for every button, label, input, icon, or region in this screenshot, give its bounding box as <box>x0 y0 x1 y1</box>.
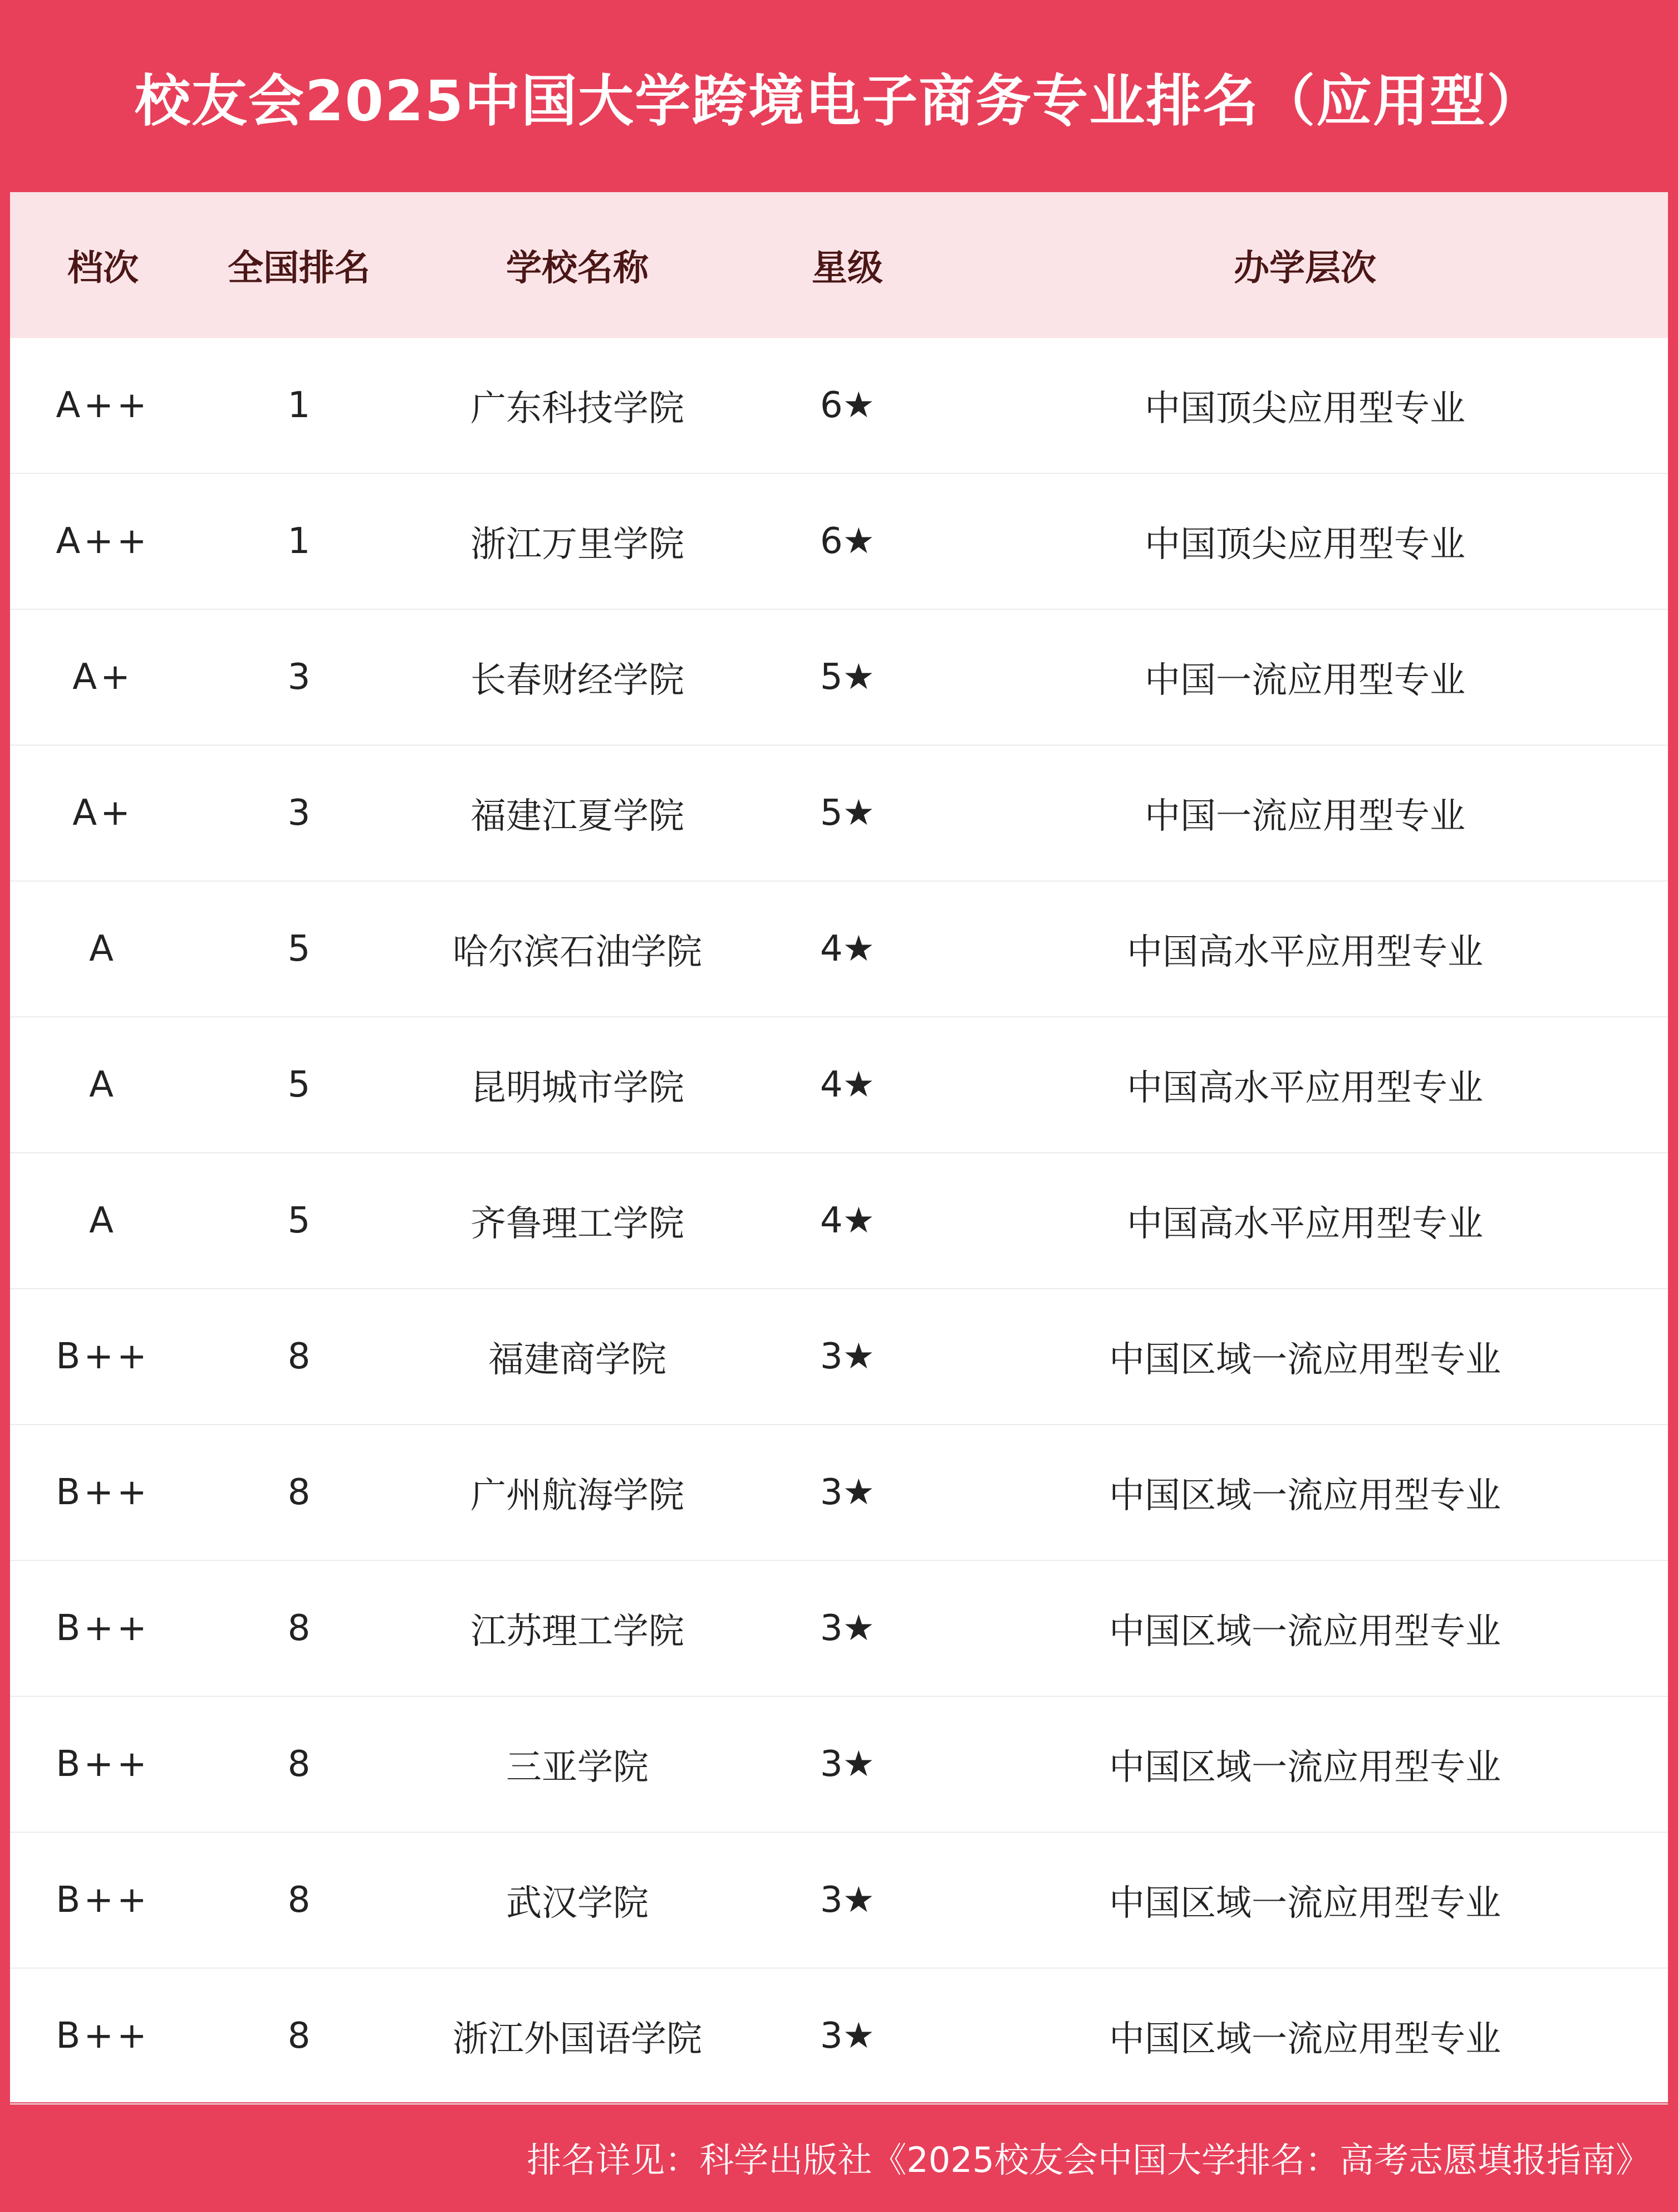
cell-school: 广州航海学院 <box>470 1475 684 1516</box>
cell-rank: 3 <box>287 657 311 698</box>
cell-rank: 1 <box>287 385 311 426</box>
cell-level: 中国一流应用型专业 <box>1145 796 1465 837</box>
cell-star: 4★ <box>820 1200 875 1241</box>
cell-tier: B++ <box>56 1608 150 1649</box>
cell-tier: A+ <box>72 792 134 834</box>
cell-school: 江苏理工学院 <box>470 1611 684 1652</box>
cell-rank: 5 <box>287 1064 311 1105</box>
cell-tier: B++ <box>56 1880 150 1921</box>
cell-star: 3★ <box>820 2015 875 2057</box>
cell-tier: A <box>89 928 117 970</box>
cell-school: 浙江外国语学院 <box>453 2019 702 2060</box>
table-row <box>10 610 1668 746</box>
cell-rank: 8 <box>287 1608 311 1649</box>
cell-star: 4★ <box>820 1064 875 1105</box>
cell-star: 4★ <box>820 928 875 970</box>
cell-level: 中国区域一流应用型专业 <box>1109 1883 1501 1924</box>
cell-tier: B++ <box>56 1472 150 1513</box>
cell-star: 3★ <box>820 1336 875 1377</box>
cell-rank: 8 <box>287 1472 311 1513</box>
cell-tier: A++ <box>56 385 150 426</box>
cell-tier: B++ <box>56 1744 150 1785</box>
cell-level: 中国顶尖应用型专业 <box>1145 388 1465 429</box>
cell-school: 哈尔滨石油学院 <box>453 932 702 973</box>
cell-rank: 3 <box>287 792 311 834</box>
cell-rank: 8 <box>287 1880 311 1921</box>
table-body <box>10 338 1668 2105</box>
cell-tier: B++ <box>56 1336 150 1377</box>
cell-star: 3★ <box>820 1744 875 1785</box>
table-row <box>10 1969 1668 2105</box>
cell-school: 昆明城市学院 <box>470 1068 684 1109</box>
cell-level: 中国区域一流应用型专业 <box>1109 1475 1501 1516</box>
source-note: 排名详见：科学出版社《2025校友会中国大学排名：高考志愿填报指南》 <box>527 2140 1650 2180</box>
cell-star: 5★ <box>820 657 875 698</box>
footer-bar <box>0 2102 1678 2212</box>
cell-level: 中国一流应用型专业 <box>1145 660 1465 701</box>
cell-star: 3★ <box>820 1880 875 1921</box>
cell-school: 福建江夏学院 <box>470 796 684 837</box>
cell-level: 中国区域一流应用型专业 <box>1109 2019 1501 2060</box>
cell-star: 6★ <box>820 385 875 426</box>
cell-rank: 5 <box>287 1200 311 1241</box>
cell-level: 中国顶尖应用型专业 <box>1145 524 1465 565</box>
cell-tier: B++ <box>56 2015 150 2057</box>
cell-level: 中国区域一流应用型专业 <box>1109 1339 1501 1381</box>
ranking-table <box>10 192 1668 2102</box>
header-school: 学校名称 <box>506 248 649 289</box>
cell-level: 中国高水平应用型专业 <box>1127 1068 1483 1109</box>
header-tier: 档次 <box>67 248 139 289</box>
table-header <box>10 192 1668 338</box>
cell-star: 3★ <box>820 1608 875 1649</box>
table-row <box>10 1289 1668 1425</box>
cell-school: 武汉学院 <box>506 1883 649 1924</box>
table-row <box>10 746 1668 882</box>
cell-level: 中国区域一流应用型专业 <box>1109 1611 1501 1652</box>
cell-star: 3★ <box>820 1472 875 1513</box>
table-row <box>10 338 1668 474</box>
table-row <box>10 1425 1668 1561</box>
cell-rank: 8 <box>287 2015 311 2057</box>
cell-star: 6★ <box>820 521 875 562</box>
table-row <box>10 1153 1668 1289</box>
cell-level: 中国区域一流应用型专业 <box>1109 1747 1501 1788</box>
cell-rank: 1 <box>287 521 311 562</box>
header-rank: 全国排名 <box>228 248 370 289</box>
table-row <box>10 1017 1668 1153</box>
table-row <box>10 1833 1668 1969</box>
cell-level: 中国高水平应用型专业 <box>1127 1203 1483 1245</box>
cell-rank: 8 <box>287 1744 311 1785</box>
cell-school: 浙江万里学院 <box>470 524 684 565</box>
table-row <box>10 474 1668 610</box>
cell-school: 齐鲁理工学院 <box>470 1203 684 1245</box>
cell-school: 三亚学院 <box>506 1747 649 1788</box>
cell-rank: 5 <box>287 928 311 970</box>
cell-level: 中国高水平应用型专业 <box>1127 932 1483 973</box>
cell-tier: A++ <box>56 521 150 562</box>
cell-school: 福建商学院 <box>488 1339 666 1381</box>
cell-school: 广东科技学院 <box>470 388 684 429</box>
table-row <box>10 1697 1668 1833</box>
cell-tier: A+ <box>72 657 134 698</box>
cell-school: 长春财经学院 <box>470 660 684 701</box>
page-title: 校友会2025中国大学跨境电子商务专业排名（应用型） <box>134 68 1544 134</box>
table-row <box>10 882 1668 1017</box>
header-level: 办学层次 <box>1234 248 1376 289</box>
table-row <box>10 1561 1668 1697</box>
header-star: 星级 <box>812 248 883 289</box>
cell-star: 5★ <box>820 792 875 834</box>
cell-tier: A <box>89 1200 117 1241</box>
cell-rank: 8 <box>287 1336 311 1377</box>
cell-tier: A <box>89 1064 117 1105</box>
title-bar <box>0 0 1678 192</box>
